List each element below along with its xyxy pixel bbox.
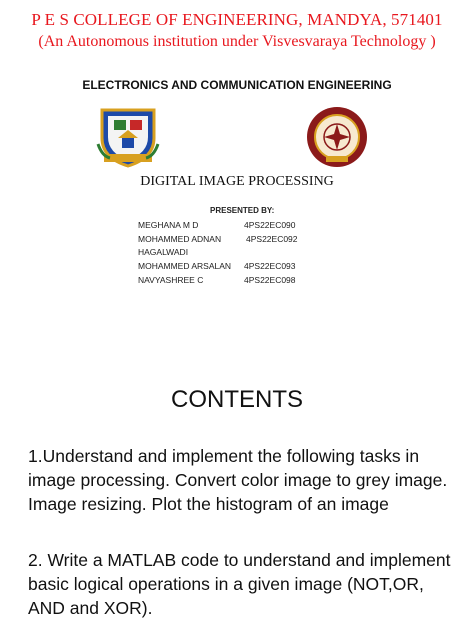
department-title: ELECTRONICS AND COMMUNICATION ENGINEERING xyxy=(82,78,392,92)
college-seal-logo xyxy=(304,104,370,170)
member-name: MOHAMMED ADNAN xyxy=(138,234,222,244)
member-usn: 4PS22EC090 xyxy=(244,220,296,230)
contents-item: 1.Understand and implement the following tasks in image processing. Convert color image to grey image. Image resizing. Plot the histogram of an image xyxy=(28,446,448,514)
contents-title: CONTENTS xyxy=(171,386,303,413)
member-usn: 4PS22EC093 xyxy=(244,261,296,271)
member-usn: 4PS22EC092 xyxy=(246,234,298,244)
member-name: MEGHANA M D xyxy=(138,220,199,230)
member-name: MOHAMMED ARSALAN xyxy=(138,261,232,271)
member-name: HAGALWADI xyxy=(138,247,189,257)
college-name: P E S COLLEGE OF ENGINEERING, MANDYA, 571401 xyxy=(31,10,443,29)
presented-by-label: PRESENTED BY: xyxy=(210,206,275,215)
member-name: NAVYASHREE C xyxy=(138,275,204,285)
member-usn: 4PS22EC098 xyxy=(244,275,296,285)
subject-title: DIGITAL IMAGE PROCESSING xyxy=(140,174,334,189)
college-affiliation: (An Autonomous institution under Visvesvaraya Technology ) xyxy=(38,33,436,50)
contents-item: 2. Write a MATLAB code to understand and implement basic logical operations in a given image (NOT,OR, AND and XOR). xyxy=(28,550,451,618)
college-crest-logo xyxy=(96,104,160,168)
